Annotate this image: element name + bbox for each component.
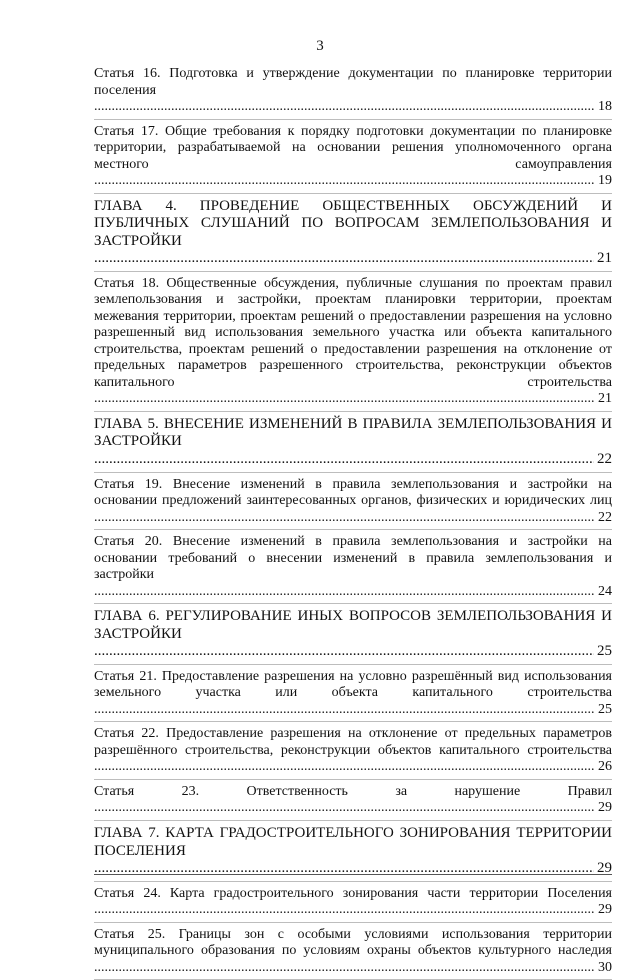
toc-entry-chapter-6[interactable] (94, 604, 612, 665)
dot-leader (94, 643, 612, 659)
toc-entry-chapter-7[interactable] (94, 821, 612, 882)
toc-page-number: 26 (595, 759, 612, 776)
table-of-contents (94, 62, 612, 980)
dot-leader (94, 451, 612, 467)
dot-leader (94, 99, 612, 114)
toc-entry-text: Статья 18. Общественные обсуждения, публичные слушания по проектам правил землепользования и застройки, проектам планировки территории, проектам межевания территории, проектам решений о предоставлении разрешения на условно разрешенный вид использования земельного участка или объекта капитального строительства, проектам решений о предоставлении разрешения на отклонение от предельных параметров разрешенного строительства, реконструкции объектов капитального строительства (94, 275, 612, 390)
toc-entry-text: Статья 22. Предоставление разрешения на отклонение от предельных параметров разрешённого строительства, реконструкции объектов капитального строительства (94, 726, 612, 758)
toc-entry-text: Статья 16. Подготовка и утверждение документации по планировке территории поселения (94, 66, 612, 98)
toc-page-number: 22 (594, 451, 612, 469)
toc-entry-article-16[interactable] (94, 62, 612, 120)
toc-entry-article-24[interactable] (94, 882, 612, 923)
toc-entry-chapter-5[interactable] (94, 412, 612, 473)
toc-entry-article-21[interactable] (94, 665, 612, 723)
toc-entry-text: ГЛАВА 6. РЕГУЛИРОВАНИЕ ИНЫХ ВОПРОСОВ ЗЕМЛЕПОЛЬЗОВАНИЯ И ЗАСТРОЙКИ (94, 608, 612, 642)
toc-entry-article-25[interactable] (94, 923, 612, 980)
toc-entry-article-20[interactable] (94, 530, 612, 604)
page-number: 3 (316, 38, 324, 54)
toc-page-number: 29 (595, 800, 612, 817)
toc-entry-text: Статья 21. Предоставление разрешения на условно разрешённый вид использования земельного участка или объекта капитального строительства (94, 668, 612, 701)
toc-entry-text: Статья 24. Карта градостроительного зонирования части территории Поселения (94, 885, 612, 901)
toc-page-number: 29 (595, 902, 612, 919)
footer-divider (94, 874, 612, 875)
toc-entry-article-18[interactable] (94, 272, 612, 412)
toc-entry-text: Статья 19. Внесение изменений в правила землепользования и застройки на основании предложений заинтересованных органов, физических и юридических лиц (94, 476, 612, 509)
toc-page-number: 18 (595, 99, 612, 116)
dot-leader (94, 960, 612, 975)
toc-entry-chapter-4[interactable] (94, 194, 612, 272)
dot-leader (94, 173, 612, 188)
dot-leader (94, 510, 612, 525)
toc-entry-text: ГЛАВА 7. КАРТА ГРАДОСТРОИТЕЛЬНОГО ЗОНИРОВАНИЯ ТЕРРИТОРИИ ПОСЕЛЕНИЯ (94, 824, 612, 859)
toc-page-number: 25 (595, 702, 612, 719)
dot-leader (94, 250, 612, 266)
toc-page-number: 29 (594, 860, 612, 878)
dot-leader (94, 902, 612, 917)
toc-entry-text: ГЛАВА 4. ПРОВЕДЕНИЕ ОБЩЕСТВЕННЫХ ОБСУЖДЕНИЙ И ПУБЛИЧНЫХ СЛУШАНИЙ ПО ВОПРОСАМ ЗЕМЛЕПОЛЬЗОВАНИЯ И ЗАСТРОЙКИ (94, 197, 612, 249)
toc-entry-article-19[interactable] (94, 473, 612, 531)
toc-page-number: 24 (595, 584, 612, 601)
toc-entry-article-22[interactable] (94, 722, 612, 780)
toc-page-number: 30 (595, 960, 612, 977)
toc-page-number: 22 (595, 510, 612, 527)
toc-page-number: 21 (595, 391, 612, 408)
toc-entry-text: Статья 17. Общие требования к порядку подготовки документации по планировке территории, разрабатываемой на основании решения уполномоченного органа местного самоуправления (94, 123, 612, 172)
toc-page-number: 19 (595, 173, 612, 190)
toc-page-number: 21 (594, 250, 612, 268)
toc-entry-text: Статья 25. Границы зон с особыми условиями использования территории муниципального образования по условиям охраны объектов культурного наследия (94, 926, 612, 959)
toc-page-number: 25 (594, 643, 612, 661)
toc-entry-article-17[interactable] (94, 120, 612, 194)
toc-entry-article-23[interactable] (94, 780, 612, 821)
dot-leader (94, 584, 612, 599)
toc-entry-text: Статья 20. Внесение изменений в правила землепользования и застройки на основании требований о внесении изменений в правила землепользования и застройки (94, 534, 612, 583)
toc-entry-text: ГЛАВА 5. ВНЕСЕНИЕ ИЗМЕНЕНИЙ В ПРАВИЛА ЗЕМЛЕПОЛЬЗОВАНИЯ И ЗАСТРОЙКИ (94, 415, 612, 450)
toc-entry-text: Статья 23. Ответственность за нарушение Правил (94, 783, 612, 799)
dot-leader (94, 800, 612, 815)
dot-leader (94, 759, 612, 774)
dot-leader (94, 702, 612, 717)
dot-leader (94, 391, 612, 406)
